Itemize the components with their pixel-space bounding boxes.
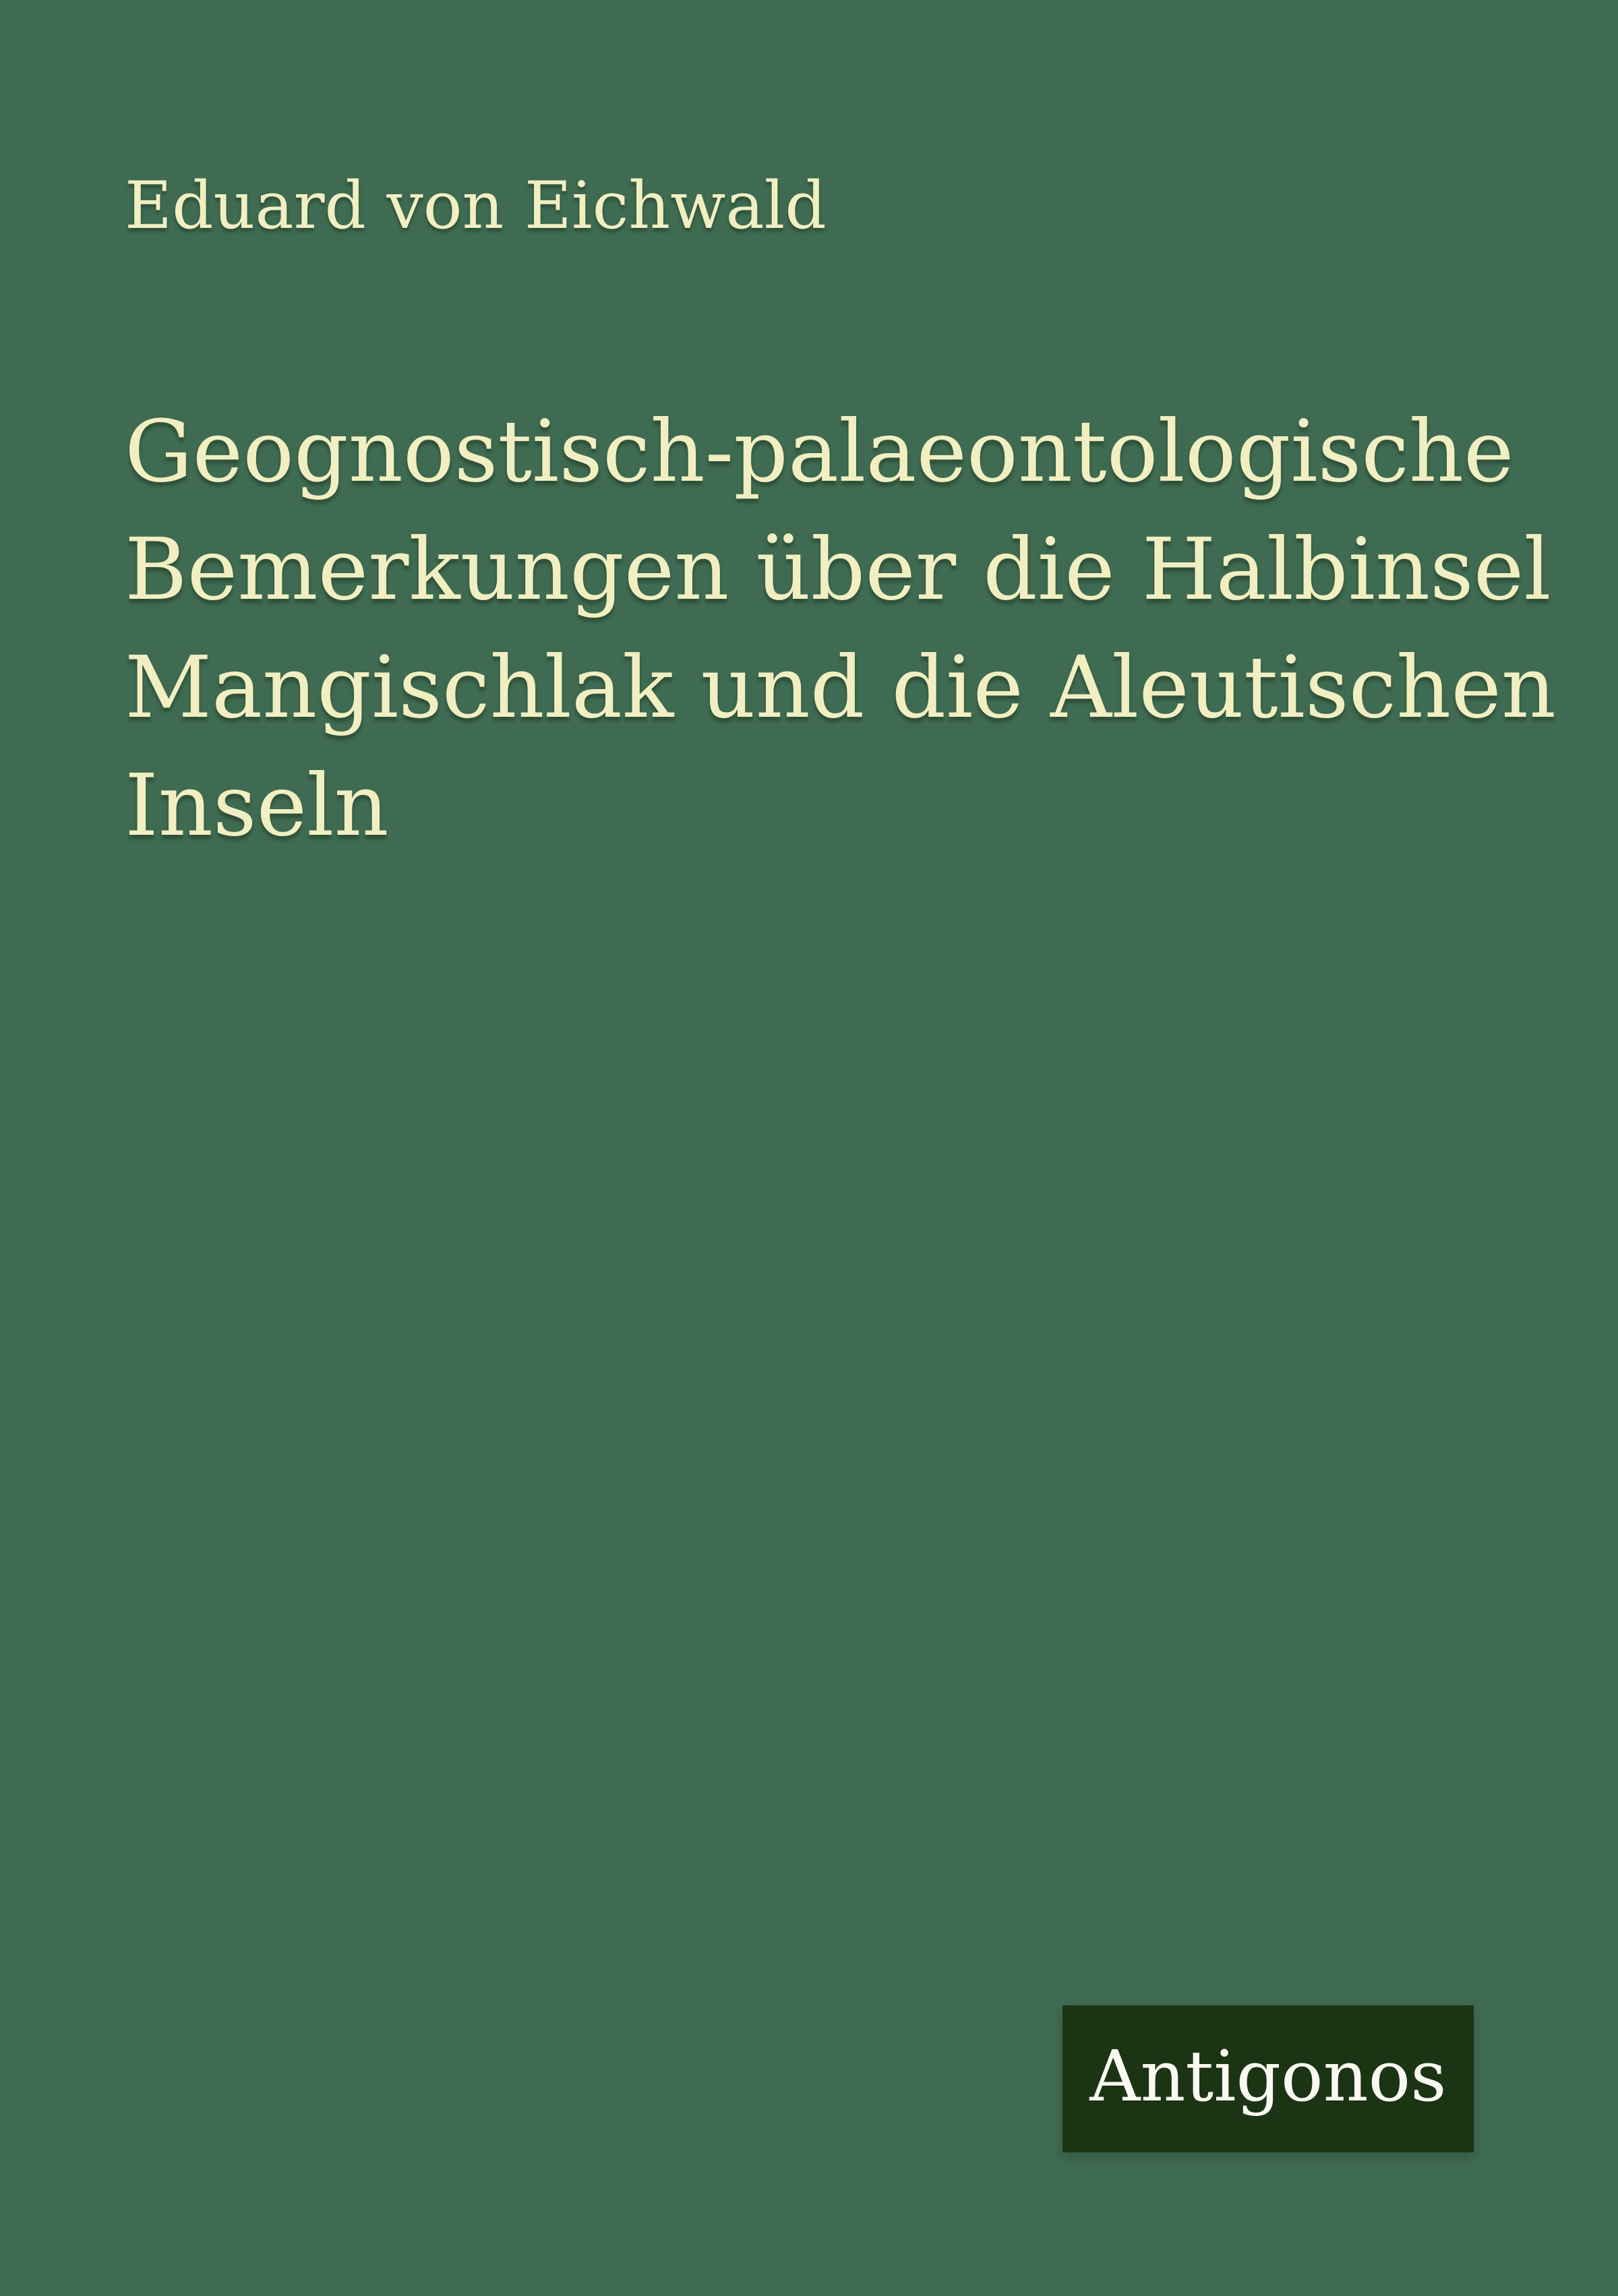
book-title <box>125 392 1556 864</box>
book-title-line-1: Geognostisch-palaeontologische <box>125 402 1514 501</box>
publisher-badge <box>1062 2005 1474 2152</box>
book-title-line-4: Inseln <box>125 756 389 855</box>
book-title-line-2: Bemerkungen über die Halbinsel <box>125 520 1551 619</box>
publisher-name: Antigonos <box>1089 2035 1447 2117</box>
book-title-line-3: Mangischlak und die Aleutischen <box>125 638 1557 737</box>
author-name: Eduard von Eichwald <box>125 168 827 243</box>
